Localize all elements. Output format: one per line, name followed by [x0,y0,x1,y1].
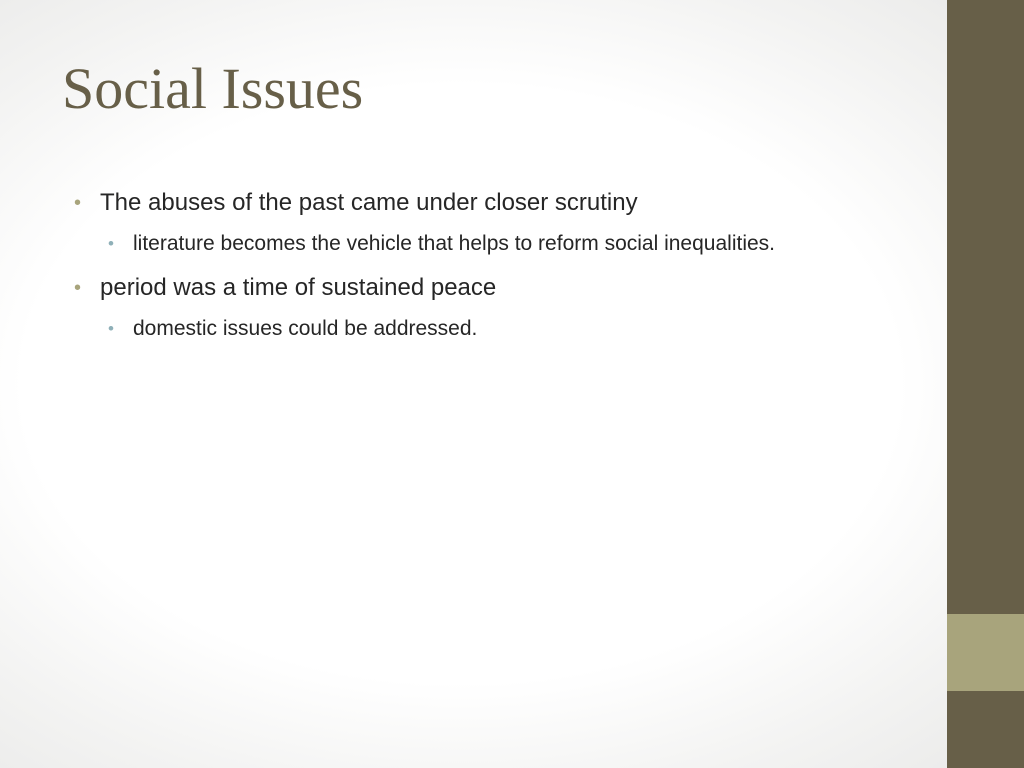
bullet-item [74,271,834,305]
sub-bullet-item [74,226,834,261]
bullet-icon: • [74,192,82,214]
sub-bullet-text: domestic issues could be addressed. [133,317,478,340]
bullet-text: The abuses of the past came under closer scrutiny [100,189,638,216]
bullet-icon: • [74,277,82,299]
sub-bullet-icon: • [108,319,114,338]
sub-bullet-item [74,311,834,346]
bullet-list [74,186,834,356]
slide-title: Social Issues [62,56,364,121]
sub-bullet-icon: • [108,234,114,253]
decorative-side-accent [947,614,1024,691]
bullet-group [74,271,834,346]
bullet-item [74,186,834,220]
sub-bullet-text: literature becomes the vehicle that helps to reform social inequalities. [133,232,775,255]
bullet-text: period was a time of sustained peace [100,274,497,301]
bullet-group [74,186,834,261]
